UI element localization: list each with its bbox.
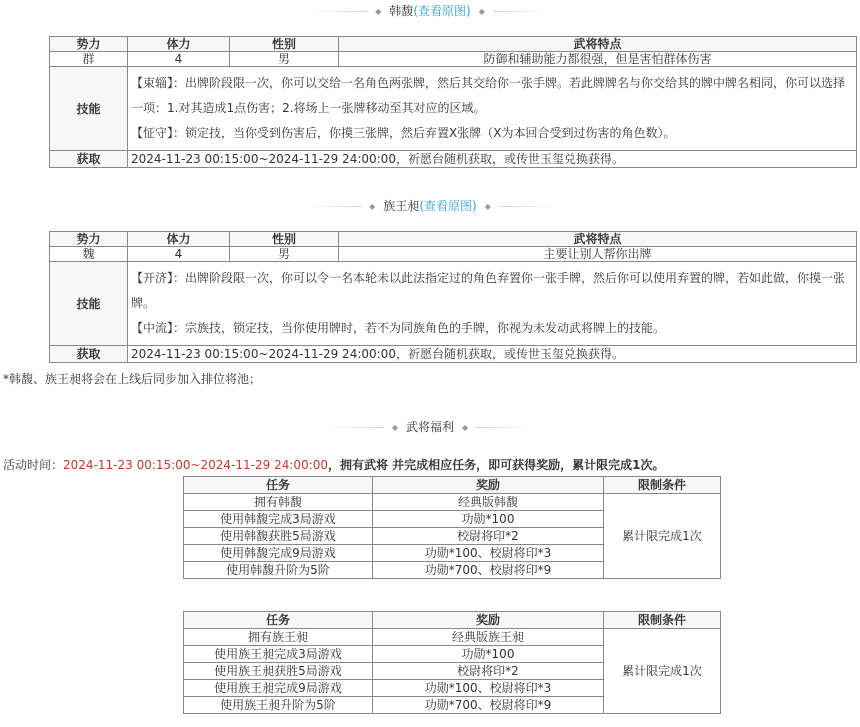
skill-1-name: 【开济】: [131, 271, 174, 285]
header-reward: 奖励: [373, 477, 604, 494]
reward-cell: 功勋*100: [373, 646, 604, 663]
header-hp: 体力: [128, 37, 230, 52]
skill-1-text: ：出牌阶段限一次，你可以令一名本轮未以此法指定过的角色弃置你一张手牌，然后你可以使用弃置的牌，若如此做，你摸一张牌。: [131, 271, 846, 310]
divider-right: [499, 206, 554, 207]
task-cell: 拥有韩馥: [184, 494, 373, 511]
task-cell: 使用韩馥完成9局游戏: [184, 545, 373, 562]
header-feature: 武将特点: [339, 232, 857, 247]
feature-value: 主要让别人帮你出牌: [339, 247, 857, 262]
diamond-icon: ◆: [478, 7, 485, 16]
header-gender: 性别: [230, 37, 339, 52]
skills-cell: [128, 262, 857, 346]
general2-name: 族王昶: [383, 199, 420, 213]
divider-right: [476, 427, 531, 428]
general1-table: [49, 36, 857, 168]
reward-cell: 功勋*100、校尉将印*3: [373, 545, 604, 562]
header-faction: 势力: [50, 37, 128, 52]
header-task: 任务: [184, 612, 373, 629]
obtain-text: 2024-11-23 00:15:00~2024-11-29 24:00:00，祈愿台随机获取，或传世玉玺兑换获得。: [128, 346, 857, 363]
diamond-icon: ◆: [369, 202, 376, 211]
feature-value: 防御和辅助能力都很强，但是害怕群体伤害: [339, 52, 857, 67]
task-cell: 使用族王昶完成9局游戏: [184, 680, 373, 697]
skill-2-name: 【中流】: [131, 321, 174, 335]
skill-1-text: ：出牌阶段限一次，你可以交给一名角色两张牌，然后其交给你一张手牌。若此牌牌名与你交给其的牌中牌名相同，你可以选择一项：1.对其造成1点伤害；2.将场上一张牌移动至其对应的区域。: [131, 76, 846, 115]
skill-2-name: 【怔守】: [131, 126, 174, 140]
task-table-1: [183, 476, 721, 579]
activity-suffix: ，拥有武将 并完成相应任务，即可获得奖励，累计限完成1次。: [327, 458, 665, 472]
header-limit: 限制条件: [604, 477, 721, 494]
header-faction: 势力: [50, 232, 128, 247]
activity-dates: 2024-11-23 00:15:00~2024-11-29 24:00:00: [63, 458, 328, 472]
activity-time: [3, 456, 665, 473]
skill-1: [131, 266, 853, 316]
general1-title: [0, 2, 860, 19]
obtain-text: 2024-11-23 00:15:00~2024-11-29 24:00:00，祈愿台随机获取，或传世玉玺兑换获得。: [128, 151, 857, 168]
table-row: [184, 629, 721, 646]
diamond-icon: ◆: [462, 423, 469, 432]
header-gender: 性别: [230, 232, 339, 247]
reward-cell: 经典版韩馥: [373, 494, 604, 511]
skill-1-name: 【束辎】: [131, 76, 174, 90]
reward-cell: 功勋*100: [373, 511, 604, 528]
skill-1: [131, 71, 853, 121]
skills-label: 技能: [50, 262, 128, 346]
diamond-icon: ◆: [484, 202, 491, 211]
hp-value: 4: [128, 52, 230, 67]
benefits-title-text: 武将福利: [405, 420, 454, 434]
task-cell: 使用族王昶升阶为5阶: [184, 697, 373, 714]
general1-name: 韩馥: [389, 4, 414, 18]
divider-left: [312, 11, 367, 12]
view-original-link[interactable]: (查看原图): [413, 4, 471, 18]
skills-label: 技能: [50, 67, 128, 151]
reward-cell: 功勋*700、校尉将印*9: [373, 697, 604, 714]
gender-value: 男: [230, 52, 339, 67]
task-cell: 使用族王昶获胜5局游戏: [184, 663, 373, 680]
reward-cell: 功勋*700、校尉将印*9: [373, 562, 604, 579]
skills-cell: [128, 67, 857, 151]
reward-cell: 经典版族王昶: [373, 629, 604, 646]
hp-value: 4: [128, 247, 230, 262]
header-task: 任务: [184, 477, 373, 494]
limit-cell: 累计限完成1次: [604, 629, 721, 714]
reward-cell: 校尉将印*2: [373, 663, 604, 680]
reward-cell: 校尉将印*2: [373, 528, 604, 545]
task-cell: 使用韩馥升阶为5阶: [184, 562, 373, 579]
diamond-icon: ◆: [391, 423, 398, 432]
faction-value: 群: [50, 52, 128, 67]
skill-2-text: ：宗族技，锁定技，当你使用牌时，若不为同族角色的手牌，你视为未发动武将牌上的技能。: [173, 321, 666, 335]
header-limit: 限制条件: [604, 612, 721, 629]
skill-2-text: ：锁定技，当你受到伤害后，你摸三张牌，然后弃置X张牌（X为本回合受到过伤害的角色数）。: [173, 126, 676, 140]
activity-prefix: 活动时间：: [3, 458, 64, 472]
task-cell: 使用族王昶完成3局游戏: [184, 646, 373, 663]
skill-2: [131, 316, 853, 341]
header-feature: 武将特点: [339, 37, 857, 52]
divider-left: [329, 427, 384, 428]
task-cell: 使用韩馥获胜5局游戏: [184, 528, 373, 545]
reward-cell: 功勋*100、校尉将印*3: [373, 680, 604, 697]
obtain-label: 获取: [50, 151, 128, 168]
header-reward: 奖励: [373, 612, 604, 629]
general2-table: [49, 231, 857, 363]
skill-2: [131, 121, 853, 146]
obtain-label: 获取: [50, 346, 128, 363]
limit-cell: 累计限完成1次: [604, 494, 721, 579]
divider-right: [493, 11, 548, 12]
pool-note: *韩馥、族王昶将会在上线后同步加入排位将池；: [3, 372, 262, 386]
task-table-2: [183, 611, 721, 714]
diamond-icon: ◆: [375, 7, 382, 16]
faction-value: 魏: [50, 247, 128, 262]
gender-value: 男: [230, 247, 339, 262]
task-cell: 拥有族王昶: [184, 629, 373, 646]
benefits-title: [0, 418, 860, 435]
header-hp: 体力: [128, 232, 230, 247]
view-original-link[interactable]: (查看原图): [419, 199, 477, 213]
task-cell: 使用韩馥完成3局游戏: [184, 511, 373, 528]
divider-left: [306, 206, 361, 207]
table-row: [184, 494, 721, 511]
general2-title: [0, 197, 860, 214]
